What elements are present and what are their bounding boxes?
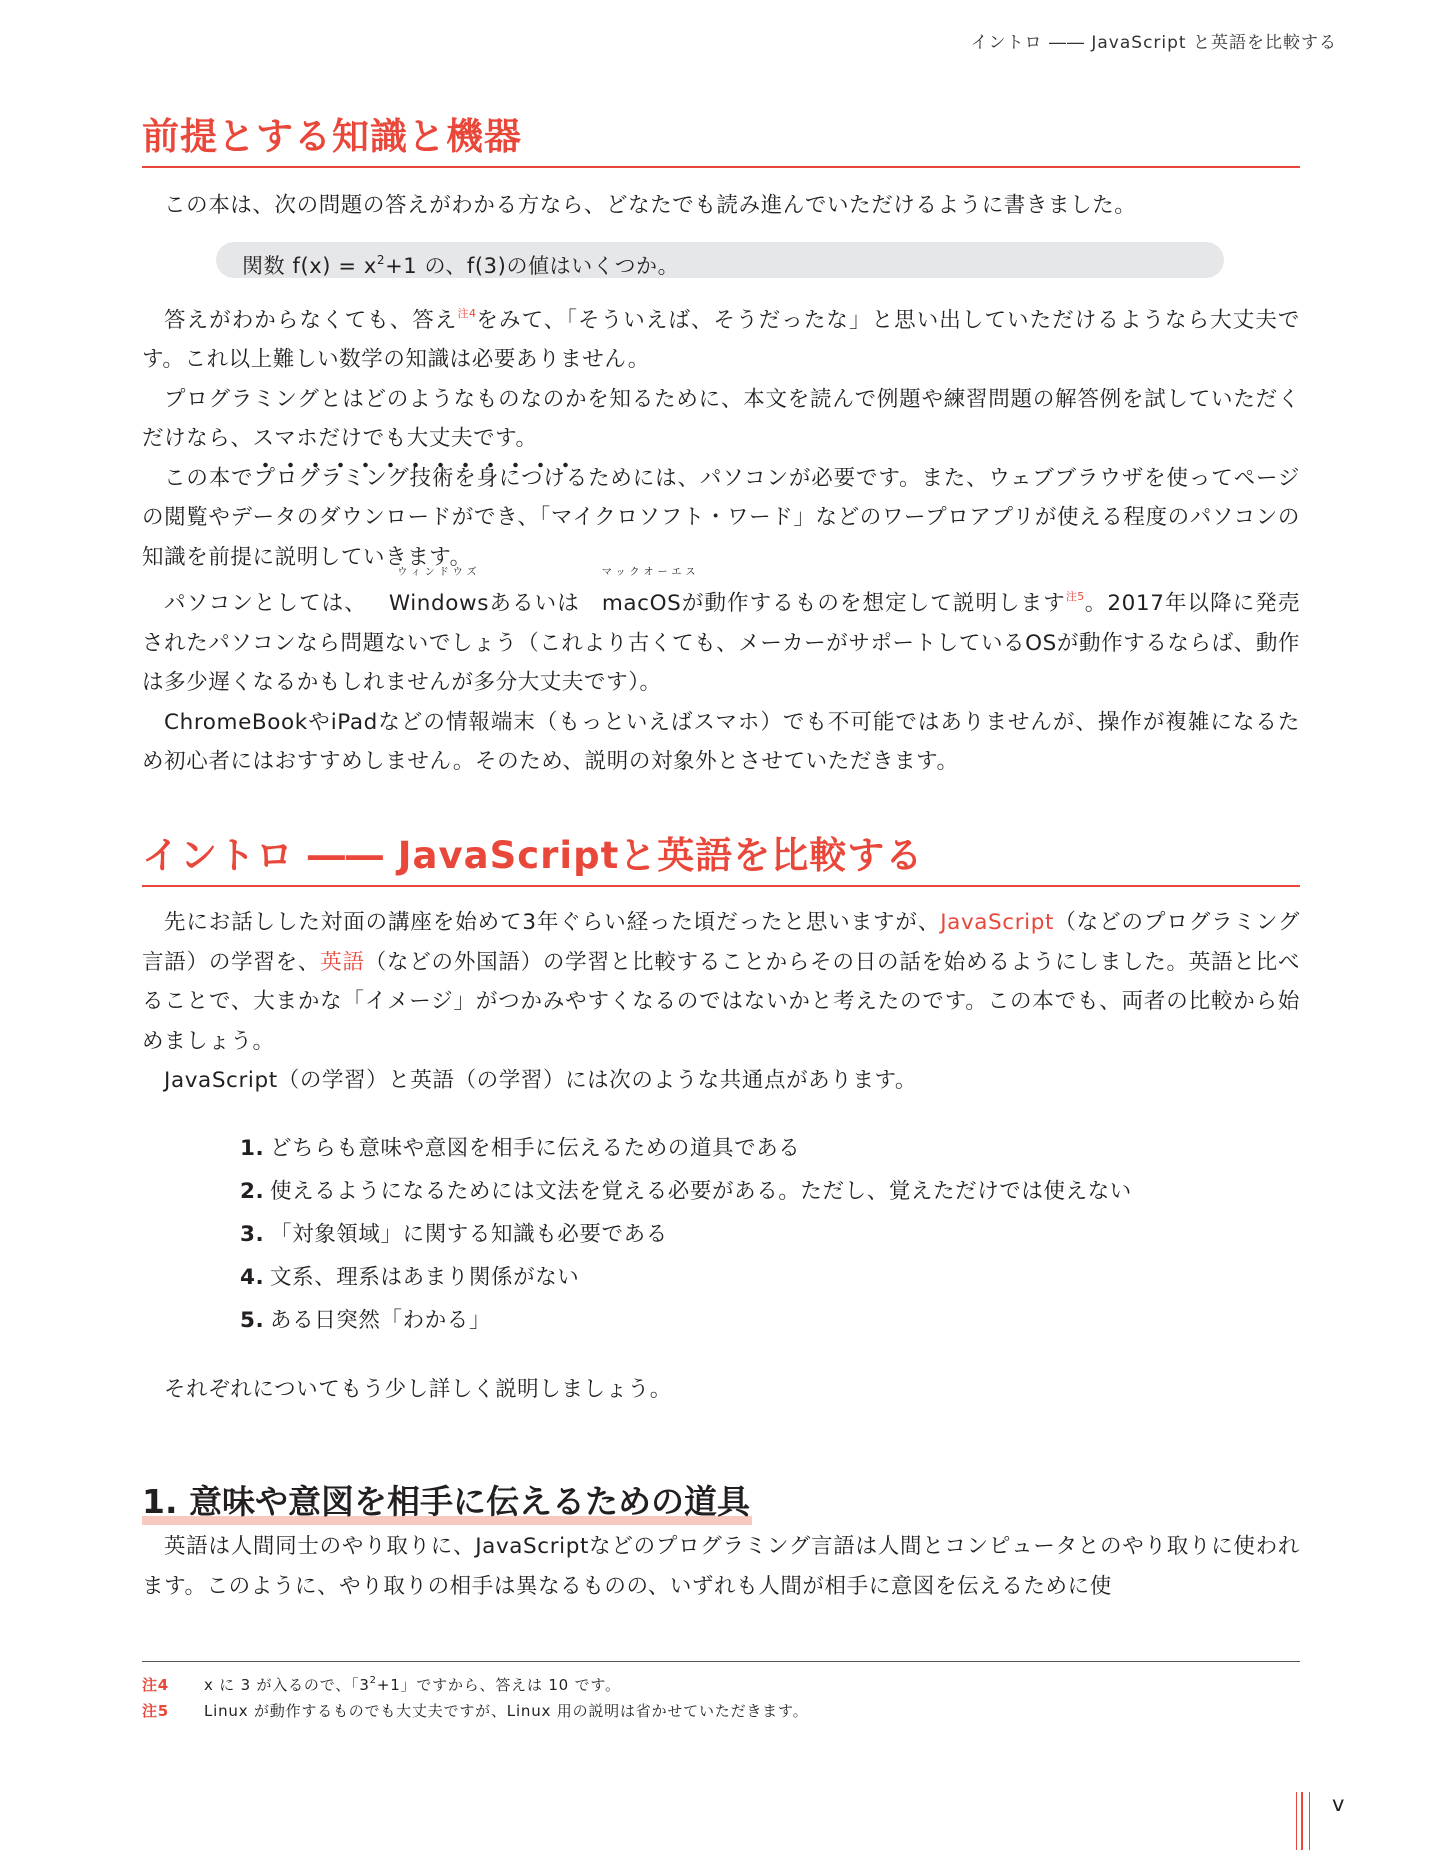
running-head: イントロ ―― JavaScript と英語を比較する	[970, 33, 1337, 53]
intro-paragraph: この本は、次の問題の答えがわかる方なら、どなたでも読み進んでいただけるように書きました。	[164, 193, 1137, 218]
text: （などの外国語）の学習と比較することからその日の話を始めるようにしました。英語と比べることで、大まかな「イメージ」がつかみやすくなるのではないかと考えたのです。この本でも、両者の比較から始めましょう。	[142, 949, 1300, 1054]
text: あるいは	[489, 591, 580, 616]
section-intro	[142, 831, 1300, 1409]
formula-exponent: 2	[376, 252, 386, 267]
ruby-base: macOS	[601, 591, 682, 616]
ruby-text: ウィンドウズ	[397, 567, 481, 578]
text: パソコンとしては、	[164, 591, 367, 616]
ruby-text: マックオーエス	[601, 567, 700, 578]
paragraph: JavaScript（の学習）と英語（の学習）には次のような共通点があります。	[164, 1068, 917, 1093]
list-item	[240, 1170, 1300, 1213]
text: ためには、パソコンが必要です。また、ウェブブラウザを使ってページの閲覧やデータのダウンロードができ、「マイクロソフト・ワード」などのワープロアプリが使える程度のパソコンの知識を前提に説明していきます。	[142, 465, 1300, 570]
list-item	[240, 1213, 1300, 1256]
text: が動作するものを想定して説明します	[681, 591, 1066, 616]
list-item	[240, 1299, 1300, 1342]
paragraph: プログラミングとはどのようなものなのかを知るために、本文を読んで例題や練習問題の解答例を試していただくだけなら、スマホだけでも大丈夫です。	[142, 386, 1300, 451]
footnote	[142, 1698, 1300, 1724]
footnote-ref[interactable]: 注4	[457, 306, 476, 320]
formula-text-rest: +1 の、f(3)の値はいくつか。	[385, 253, 680, 278]
footnote-ref[interactable]: 注5	[1065, 590, 1085, 603]
paragraph	[142, 294, 1300, 380]
page-edge-bars	[1296, 1792, 1310, 1850]
footnote-text: +1」ですから、答えは 10 です。	[376, 1676, 621, 1694]
text: （などのプログラミング言語）の学習を、	[142, 910, 1301, 975]
common-points-list	[142, 1127, 1300, 1342]
list-item	[240, 1256, 1300, 1299]
list-text: 使えるようになるためには文法を覚える必要がある。ただし、覚えただけでは使えない	[270, 1178, 1132, 1204]
subsection-title: 1. 意味や意図を相手に伝えるための道具	[142, 1479, 752, 1525]
footnote-text: x に 3 が入るので、「3	[204, 1676, 370, 1694]
section-prerequisites	[142, 112, 1300, 782]
highlight-javascript: JavaScript	[940, 910, 1055, 935]
ruby-macos	[580, 567, 700, 624]
footnote-mark: 注5	[142, 1702, 170, 1720]
page-number: v	[1332, 1792, 1345, 1816]
footnotes	[142, 1661, 1300, 1724]
list-text: 「対象領域」に関する知識も必要である	[270, 1221, 668, 1247]
text: この本で	[164, 465, 254, 491]
text: 。2017年以降に発売されたパソコンなら問題ないでしょう（これより古くても、メーカーがサポートしているOSが動作するならば、動作は多少遅くなるかもしれませんが多分大丈夫です）。	[142, 591, 1301, 695]
list-number: 1.	[240, 1135, 265, 1161]
list-number: 4.	[240, 1264, 265, 1290]
emphasis-dotted: プログラミング技術を身につける	[253, 462, 588, 491]
list-item	[240, 1127, 1300, 1170]
section-title: イントロ ―― JavaScriptと英語を比較する	[142, 831, 1300, 887]
list-text: どちらも意味や意図を相手に伝えるための道具である	[270, 1135, 801, 1161]
text: 答えがわからなくても、答え	[164, 307, 458, 333]
paragraph: それぞれについてもう少し詳しく説明しましょう。	[164, 1376, 672, 1402]
highlight-english: 英語	[320, 949, 365, 975]
paragraph: ChromeBookやiPadなどの情報端末（もっといえばスマホ）でも不可能ではありませんが、操作が複雑になるため初心者にはおすすめしません。そのため、説明の対象外とさせていただきます。	[142, 709, 1300, 774]
list-text: ある日突然「わかる」	[270, 1307, 492, 1333]
section-title: 前提とする知識と機器	[142, 112, 1300, 168]
paragraph: 英語は人間同士のやり取りに、JavaScriptなどのプログラミング言語は人間とコンピュータとのやり取りに使われます。このように、やり取りの相手は異なるものの、いずれも人間が相手に意図を伝えるために使	[142, 1534, 1300, 1599]
formula-text: 関数 f(x) = x	[242, 253, 377, 278]
text: をみて、「そういえば、そうだったな」と思い出していただけるようなら大丈夫です。これ以上難しい数学の知識は必要ありません。	[142, 307, 1301, 372]
paragraph	[142, 903, 1300, 1061]
ruby-base: Windows	[388, 591, 490, 616]
ruby-windows	[367, 567, 490, 624]
formula-box	[216, 242, 1224, 278]
footnote	[142, 1668, 1300, 1698]
footnote-mark: 注4	[142, 1676, 170, 1694]
footnote-text: Linux が動作するものでも大丈夫ですが、Linux 用の説明は省かせていただきます。	[204, 1702, 809, 1720]
paragraph	[142, 459, 1300, 578]
list-number: 2.	[240, 1178, 265, 1204]
list-number: 3.	[240, 1221, 265, 1247]
text: 先にお話しした対面の講座を始めて3年ぐらい経った頃だったと思いますが、	[164, 910, 941, 935]
footnote-exponent: 2	[369, 1675, 377, 1686]
list-text: 文系、理系はあまり関係がない	[270, 1264, 580, 1290]
paragraph	[142, 567, 1301, 703]
subsection-tool	[142, 1479, 1300, 1606]
list-number: 5.	[240, 1307, 265, 1333]
